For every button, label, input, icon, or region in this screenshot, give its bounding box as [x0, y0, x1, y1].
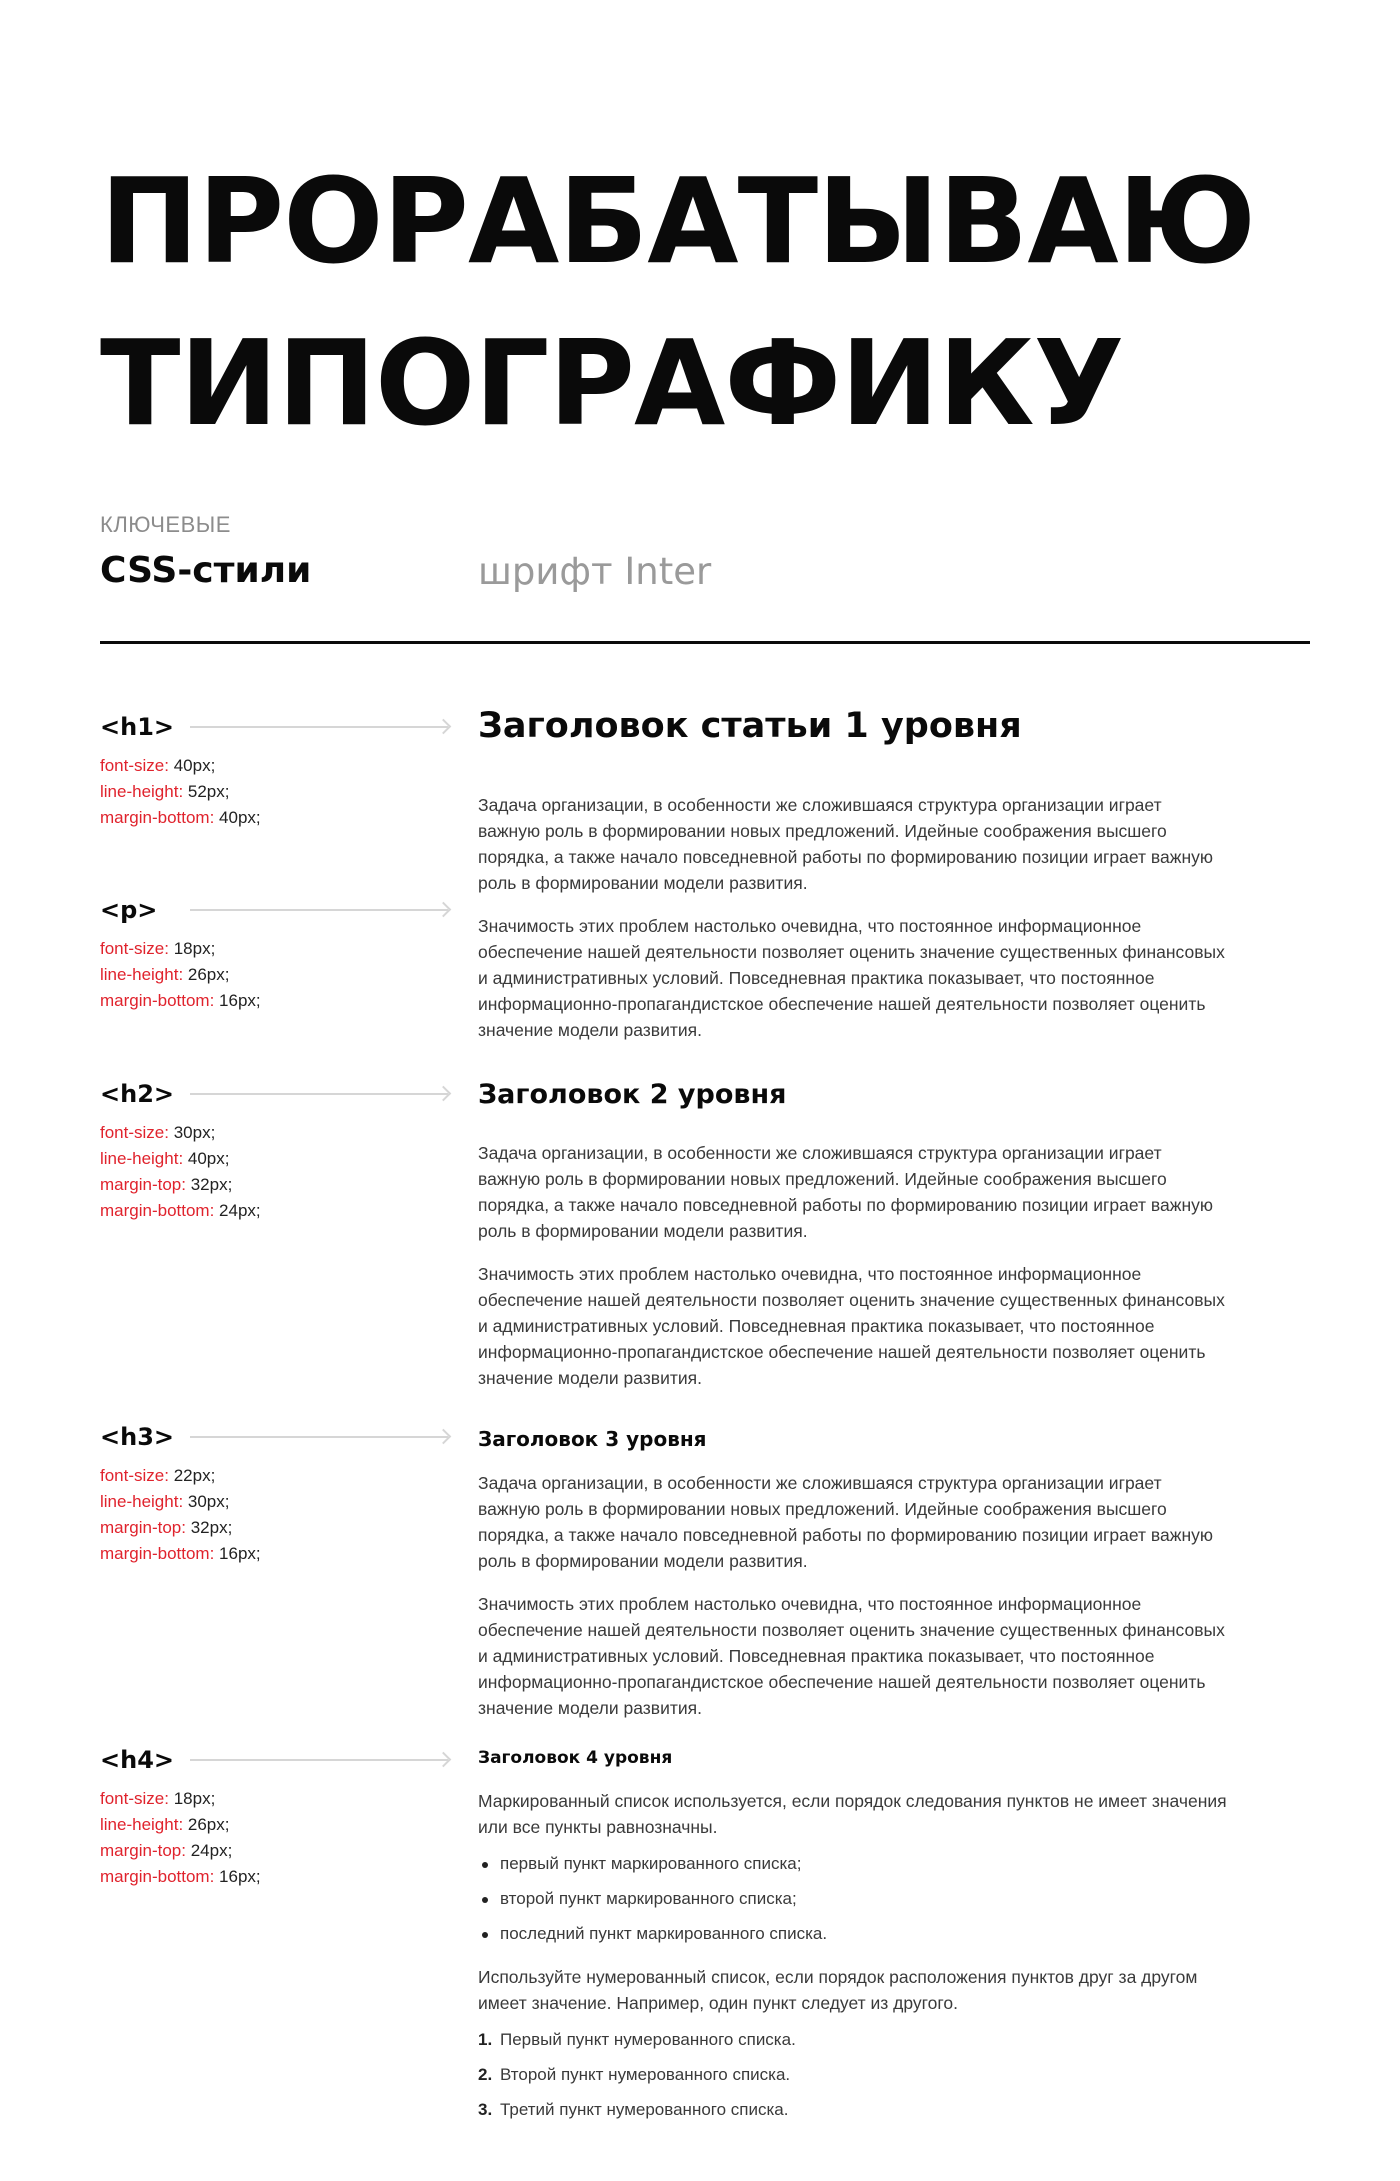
spec-property: margin-bottom: 16px;: [100, 1867, 261, 1886]
spec-property: margin-bottom: 24px;: [100, 1201, 261, 1220]
divider: [100, 641, 1310, 644]
spec-h4: [100, 1742, 460, 1890]
spec-property: font-size: 22px;: [100, 1466, 216, 1485]
arrow-right-icon: [190, 1759, 448, 1761]
styles-heading: CSS-стили: [100, 550, 312, 591]
spec-property: margin-top: 32px;: [100, 1518, 233, 1537]
heading-4: Заголовок 4 уровня: [478, 1748, 673, 1768]
tag-label: <h2>: [100, 1080, 175, 1108]
heading-1: Заголовок статьи 1 уровня: [478, 706, 1022, 746]
heading-2: Заголовок 2 уровня: [478, 1079, 787, 1110]
page-title-line: ТИПОГРАФИКУ: [100, 314, 1124, 452]
paragraph: Задача организации, в особенности же сложившаяся структура организации играет важную роль в формировании новых предложений. Идейные соображения высшего порядка, а также начало повседневной работы по формированию позиции играет важную роль в формировании модели развития.: [478, 1473, 1213, 1571]
list-item: первый пункт маркированного списка;: [478, 1851, 1314, 1877]
spec-property: line-height: 30px;: [100, 1492, 230, 1511]
spec-h2: [100, 1076, 460, 1224]
arrow-right-icon: [190, 909, 448, 911]
tag-label: <h4>: [100, 1746, 175, 1774]
page-title-line: ПРОРАБАТЫВАЮ: [100, 152, 1256, 290]
list-item: 3. Третий пункт нумерованного списка.: [478, 2100, 789, 2119]
arrow-right-icon: [190, 1436, 448, 1438]
sample-h2: [478, 1075, 1314, 1115]
spec-property: line-height: 26px;: [100, 1815, 230, 1834]
paragraph: Задача организации, в особенности же сложившаяся структура организации играет важную роль в формировании новых предложений. Идейные соображения высшего порядка, а также начало повседневной работы по формированию позиции играет важную роль в формировании модели развития.: [478, 1143, 1213, 1241]
arrow-right-icon: [190, 1093, 448, 1095]
numbered-list: [478, 2027, 1314, 2123]
paragraph: Значимость этих проблем настолько очевидна, что постоянное информационное обеспечение нашей деятельности позволяет оценить значение существенных финансовых и административных условий. Повседневная практика показывает, что постоянное информационно-пропагандистское обеспечение нашей деятельности позволяет оценить значение модели развития.: [478, 1264, 1225, 1388]
paragraph: Задача организации, в особенности же сложившаяся структура организации играет важную роль в формировании новых предложений. Идейные соображения высшего порядка, а также начало повседневной работы по формированию позиции играет важную роль в формировании модели развития.: [478, 795, 1213, 893]
spec-property: font-size: 40px;: [100, 756, 216, 775]
spec-h3: [100, 1419, 460, 1567]
spec-property: font-size: 30px;: [100, 1123, 216, 1142]
list-item: последний пункт маркированного списка.: [478, 1921, 1314, 1947]
sample-h3: [478, 1424, 1314, 1454]
sample-h4: [478, 1745, 1314, 1771]
paragraph: Маркированный список используется, если порядок следования пунктов не имеет значения или все пункты равнозначны.: [478, 1791, 1227, 1837]
spec-property: margin-top: 24px;: [100, 1841, 233, 1860]
spec-property: margin-bottom: 16px;: [100, 1544, 261, 1563]
spec-property: margin-bottom: 16px;: [100, 991, 261, 1010]
section-kicker: КЛЮЧЕВЫЕ: [100, 512, 231, 537]
tag-label: <h3>: [100, 1423, 175, 1451]
heading-3: Заголовок 3 уровня: [478, 1427, 707, 1451]
spec-property: line-height: 26px;: [100, 965, 230, 984]
spec-h1: [100, 709, 460, 831]
spec-property: font-size: 18px;: [100, 1789, 216, 1808]
list-item: 2. Второй пункт нумерованного списка.: [478, 2065, 791, 2084]
list-item: второй пункт маркированного списка;: [478, 1886, 1314, 1912]
spec-p: [100, 892, 460, 1014]
spec-property: line-height: 52px;: [100, 782, 230, 801]
spec-property: margin-bottom: 40px;: [100, 808, 261, 827]
tag-label: <p>: [100, 896, 158, 924]
font-name: шрифт Inter: [478, 550, 712, 593]
paragraph: Значимость этих проблем настолько очевидна, что постоянное информационное обеспечение нашей деятельности позволяет оценить значение существенных финансовых и административных условий. Повседневная практика показывает, что постоянное информационно-пропагандистское обеспечение нашей деятельности позволяет оценить значение модели развития.: [478, 1594, 1225, 1718]
tag-label: <h1>: [100, 713, 175, 741]
list-item: 1. Первый пункт нумерованного списка.: [478, 2030, 796, 2049]
bulleted-list: [478, 1851, 1314, 1947]
sample-h1: [478, 700, 1314, 752]
page-title: [100, 140, 1320, 464]
spec-property: line-height: 40px;: [100, 1149, 230, 1168]
arrow-right-icon: [190, 726, 448, 728]
paragraph: Значимость этих проблем настолько очевидна, что постоянное информационное обеспечение нашей деятельности позволяет оценить значение существенных финансовых и административных условий. Повседневная практика показывает, что постоянное информационно-пропагандистское обеспечение нашей деятельности позволяет оценить значение модели развития.: [478, 916, 1225, 1040]
spec-property: font-size: 18px;: [100, 939, 216, 958]
paragraph: Используйте нумерованный список, если порядок расположения пунктов друг за другом имеет значение. Например, один пункт следует из другого.: [478, 1967, 1198, 2013]
spec-property: margin-top: 32px;: [100, 1175, 233, 1194]
